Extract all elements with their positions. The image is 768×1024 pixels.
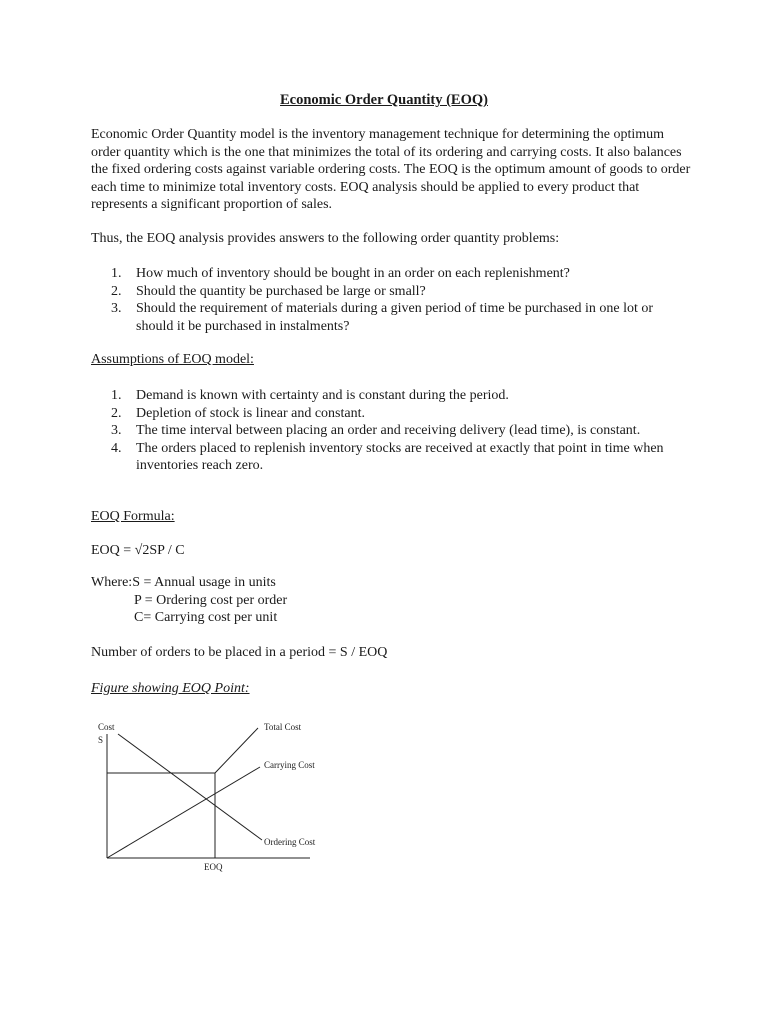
y-label-s: S (98, 735, 104, 745)
list-item (91, 283, 691, 301)
intro-paragraph: Economic Order Quantity model is the inventory management technique for determining the optimum order quantity which is the one that minimizes the total of its ordering and carrying costs. It also balances the fixed ordering costs against variable ordering costs. The EOQ is the optimum amount of goods to order each time to minimize total inventory costs. EOQ analysis should be applied to every product that represents a significant proportion of sales. (91, 127, 691, 212)
ordering-cost-label: Ordering Cost (264, 837, 316, 847)
formula-heading: EOQ Formula: (91, 509, 175, 524)
list-text: The orders placed to replenish inventory stocks are received at exactly that point in time when inventories reach zero. (136, 440, 664, 473)
list-text: Should the quantity be purchased be large or small? (136, 283, 426, 299)
x-label-eoq: EOQ (204, 862, 223, 872)
list-text: Demand is known with certainty and is constant during the period. (136, 388, 509, 403)
assumptions-list (91, 387, 691, 475)
eoq-figure (80, 710, 340, 880)
figure-heading: Figure showing EOQ Point: (91, 681, 250, 696)
list-item (91, 440, 691, 475)
carrying-cost-line (107, 767, 260, 858)
list-number: 4. (111, 440, 122, 456)
list-text: Depletion of stock is linear and constant. (136, 405, 365, 421)
list-text: How much of inventory should be bought in an order on each replenishment? (136, 266, 570, 281)
list-number: 2. (111, 405, 122, 421)
list-number: 3. (111, 423, 122, 438)
list-number: 1. (111, 388, 122, 403)
total-cost-label: Total Cost (264, 722, 302, 732)
page-title: Economic Order Quantity (EOQ) (280, 92, 488, 108)
ordering-cost-line (118, 734, 262, 840)
list-number: 2. (111, 283, 122, 299)
where-c-definition: C= Carrying cost per unit (134, 610, 278, 625)
total-cost-line (215, 728, 258, 773)
list-text: The time interval between placing an order and receiving delivery (lead time), is constant. (136, 423, 641, 438)
y-label-cost: Cost (98, 722, 115, 732)
list-number: 3. (111, 301, 122, 316)
questions-list (91, 265, 691, 335)
list-item (91, 422, 691, 440)
list-item (91, 387, 691, 405)
list-number: 1. (111, 266, 122, 281)
list-text: Should the requirement of materials during a given period of time be purchased in one lot or should it be purchased in instalments? (136, 301, 654, 334)
orders-formula: Number of orders to be placed in a period = S / EOQ (91, 645, 388, 660)
where-p-definition: P = Ordering cost per order (134, 593, 288, 608)
list-item (91, 405, 691, 423)
where-s-definition: Where:S = Annual usage in units (91, 575, 276, 590)
eoq-formula: EOQ = √2SP / C (91, 543, 185, 558)
assumptions-heading: Assumptions of EOQ model: (91, 352, 254, 367)
list-item (91, 265, 691, 283)
thus-paragraph: Thus, the EOQ analysis provides answers to the following order quantity problems: (91, 231, 560, 246)
list-item (91, 300, 691, 335)
carrying-cost-label: Carrying Cost (264, 760, 315, 770)
